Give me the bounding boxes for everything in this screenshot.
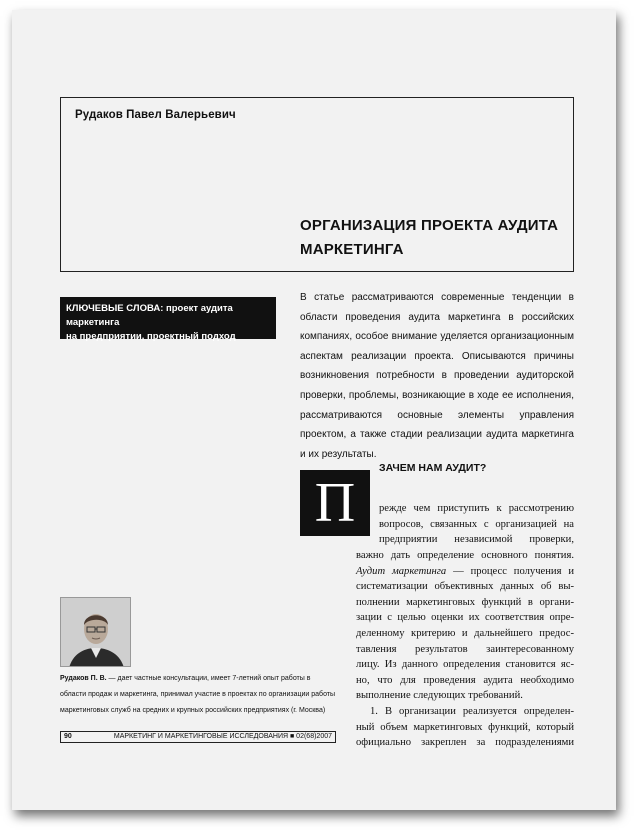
body-line: систематизации объективных данных об вы-: [356, 581, 574, 593]
body-line: важно дать определение основного понятия.: [356, 550, 574, 561]
body-line: вопросов, связанных с организацией на: [379, 518, 574, 530]
body-line: режде чем приступить к рассмотрению: [379, 503, 574, 514]
body-line: 1. В организации реализуется определен-: [370, 705, 574, 717]
body-line: ный объем маркетинговых функций, который: [356, 721, 574, 733]
body-line: лицу. Из данного определения становится яс-: [356, 659, 574, 671]
body-line: зации с целью оценки их соответствия опре-: [356, 612, 574, 624]
body-line: выполнение следующих требований.: [356, 690, 523, 702]
keywords-line-1: КЛЮЧЕВЫЕ СЛОВА: проект аудита маркетинга: [66, 303, 233, 328]
body-text-beside-cap: [379, 501, 574, 548]
body-line: Аудит маркетинга — процесс получения и: [356, 565, 574, 577]
abstract-text: В статье рассматриваются современные тенденции в области проведения аудита маркетинга в российских компаниях, особое внимание уделяется организационным аспектам реализации проекта. Описываются причины возникновения потребности в проведении аудиторской проверки, проблемы, возникающие в ходе ее исполнения, рассматриваются основные элементы управления проектом, а также стадии реализации аудита маркетинга и их результаты.: [300, 292, 574, 460]
section-heading: ЗАЧЕМ НАМ АУДИТ?: [379, 462, 487, 474]
keywords-box: [60, 297, 276, 342]
author-bio: [60, 671, 336, 718]
body-line: официально закреплен за подразделениями: [356, 737, 574, 749]
page-footer: [60, 731, 336, 743]
body-line: полнении маркетинговых функций в органи-: [356, 596, 574, 608]
bio-text: — дает частные консультации, имеет 7-летний опыт работы в области продаж и маркетинга, принимал участие в проектах по организации работы маркетинговых служб на средних и крупных российских предприятиях (г. Москва): [60, 675, 336, 714]
body-line: предприятии независимой проверки,: [379, 534, 574, 546]
article-title-line-2: МАРКЕТИНГА: [300, 241, 404, 258]
page-number: 90: [64, 733, 72, 740]
journal-name: МАРКЕТИНГ И МАРКЕТИНГОВЫЕ ИССЛЕДОВАНИЯ ■ 02(68)2007: [113, 733, 332, 740]
author-portrait-image: [61, 598, 131, 667]
body-line: деленному критерию и дальнейшего предос-: [356, 627, 574, 639]
article-title-line-1: ОРГАНИЗАЦИЯ ПРОЕКТА АУДИТА: [300, 217, 559, 234]
keywords-line-2: на предприятии, проектный подход: [66, 331, 236, 342]
author-photo: [60, 597, 131, 667]
drop-cap: П: [300, 470, 370, 536]
body-line: тавления результатов заинтересованному: [356, 643, 574, 655]
article-title: [300, 214, 570, 262]
body-line: но, что для проведения аудита необходимо: [356, 674, 574, 686]
body-text-main: [356, 548, 574, 751]
author-name: Рудаков Павел Валерьевич: [75, 109, 236, 121]
bio-name: Рудаков П. В.: [60, 675, 107, 682]
